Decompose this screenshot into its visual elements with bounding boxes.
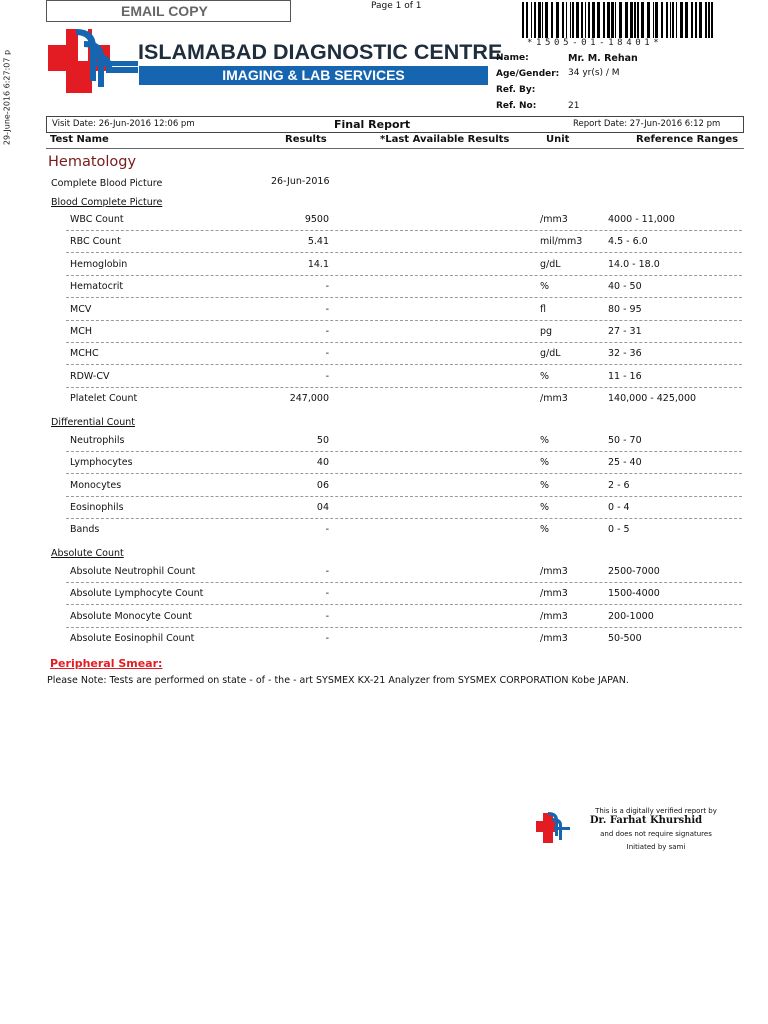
test-result: 04 xyxy=(316,502,329,513)
test-range: 1500-4000 xyxy=(608,588,660,599)
test-name: MCHC xyxy=(70,348,99,359)
barcode xyxy=(522,2,714,38)
test-range: 27 - 31 xyxy=(608,326,642,337)
test-unit: /mm3 xyxy=(540,566,568,577)
group-title: Blood Complete Picture xyxy=(51,197,163,208)
test-name: Absolute Eosinophil Count xyxy=(70,633,195,644)
test-result: - xyxy=(325,588,329,599)
refno-label: Ref. No: xyxy=(496,101,537,111)
test-result: 5.41 xyxy=(307,236,329,247)
test-name: MCV xyxy=(70,304,92,315)
test-unit: % xyxy=(540,524,550,535)
row-separator xyxy=(66,518,742,519)
test-result: 40 xyxy=(316,457,329,468)
test-unit: pg xyxy=(540,326,553,337)
test-range: 4000 - 11,000 xyxy=(608,214,675,225)
test-unit: /mm3 xyxy=(540,611,568,622)
report-title: Final Report xyxy=(334,118,411,131)
test-range: 14.0 - 18.0 xyxy=(608,259,660,270)
panel-label: Complete Blood Picture xyxy=(51,178,163,189)
test-name: Eosinophils xyxy=(70,502,124,513)
test-result: 50 xyxy=(316,435,329,446)
test-unit: % xyxy=(540,457,550,468)
patient-refno: 21 xyxy=(568,101,580,111)
col-last-results: *Last Available Results xyxy=(380,134,510,145)
test-range: 0 - 4 xyxy=(608,502,630,513)
barcode-number: *1505-01-18401* xyxy=(527,38,663,48)
test-result: - xyxy=(325,326,329,337)
test-range: 25 - 40 xyxy=(608,457,642,468)
patient-age: 34 yr(s) / M xyxy=(568,68,620,78)
test-name: Neutrophils xyxy=(70,435,125,446)
row-separator xyxy=(66,230,742,231)
test-result: - xyxy=(325,611,329,622)
test-range: 50 - 70 xyxy=(608,435,642,446)
row-separator xyxy=(66,252,742,253)
test-name: Hemoglobin xyxy=(70,259,128,270)
test-result: 9500 xyxy=(304,214,329,225)
report-date: Report Date: 27-Jun-2016 6:12 pm xyxy=(573,119,721,129)
test-name: Bands xyxy=(70,524,100,535)
test-name: Absolute Lymphocyte Count xyxy=(70,588,204,599)
panel-date: 26-Jun-2016 xyxy=(271,176,330,187)
patient-name: Mr. M. Rehan xyxy=(568,53,638,64)
email-copy-label: EMAIL COPY xyxy=(46,0,291,22)
row-separator xyxy=(66,342,742,343)
analyzer-note: Please Note: Tests are performed on state - of - the - art SYSMEX KX-21 Analyzer from SYSMEX CORPORATION Kobe JAPAN. xyxy=(47,675,629,686)
test-unit: /mm3 xyxy=(540,393,568,404)
test-result: 247,000 xyxy=(289,393,329,404)
test-unit: % xyxy=(540,281,550,292)
test-unit: g/dL xyxy=(540,259,561,270)
logo-cross-icon xyxy=(48,27,140,95)
header-rule xyxy=(46,148,744,149)
test-unit: /mm3 xyxy=(540,214,568,225)
test-range: 2 - 6 xyxy=(608,480,630,491)
signature-logo-icon xyxy=(536,810,570,844)
print-timestamp: 29-June-2016 6:27:07 p xyxy=(2,49,12,146)
verified-text: This is a digitally verified report by xyxy=(595,807,717,815)
visit-date: Visit Date: 26-Jun-2016 12:06 pm xyxy=(52,119,195,129)
test-result: - xyxy=(325,348,329,359)
test-result: - xyxy=(325,633,329,644)
row-separator xyxy=(66,364,742,365)
col-test-name: Test Name xyxy=(50,134,109,145)
test-range: 4.5 - 6.0 xyxy=(608,236,648,247)
test-unit: fl xyxy=(540,304,546,315)
row-separator xyxy=(66,297,742,298)
test-name: Hematocrit xyxy=(70,281,124,292)
test-name: MCH xyxy=(70,326,92,337)
no-signature-text: and does not require signatures xyxy=(600,830,712,838)
refby-label: Ref. By: xyxy=(496,85,536,95)
test-name: Monocytes xyxy=(70,480,122,491)
col-unit: Unit xyxy=(546,134,570,145)
page-number: Page 1 of 1 xyxy=(371,1,422,11)
test-result: 14.1 xyxy=(307,259,329,270)
test-range: 2500-7000 xyxy=(608,566,660,577)
doctor-name: Dr. Farhat Khurshid xyxy=(589,815,703,826)
test-result: - xyxy=(325,566,329,577)
test-unit: % xyxy=(540,502,550,513)
test-range: 32 - 36 xyxy=(608,348,642,359)
test-name: Absolute Neutrophil Count xyxy=(70,566,196,577)
test-result: - xyxy=(325,304,329,315)
row-separator xyxy=(66,496,742,497)
initiated-by: Initiated by sami xyxy=(626,843,686,851)
test-name: Lymphocytes xyxy=(70,457,133,468)
test-range: 11 - 16 xyxy=(608,371,642,382)
brand-tagline: IMAGING & LAB SERVICES xyxy=(139,66,488,85)
row-separator xyxy=(66,627,742,628)
name-label: Name: xyxy=(496,53,529,63)
row-separator xyxy=(66,473,742,474)
test-result: - xyxy=(325,281,329,292)
row-separator xyxy=(66,275,742,276)
test-name: Platelet Count xyxy=(70,393,138,404)
row-separator xyxy=(66,387,742,388)
col-results: Results xyxy=(285,134,327,145)
test-range: 50-500 xyxy=(608,633,642,644)
test-range: 80 - 95 xyxy=(608,304,642,315)
row-separator xyxy=(66,451,742,452)
test-unit: % xyxy=(540,480,550,491)
test-result: - xyxy=(325,371,329,382)
test-unit: g/dL xyxy=(540,348,561,359)
col-reference: Reference Ranges xyxy=(636,134,739,145)
group-title: Absolute Count xyxy=(51,548,124,559)
row-separator xyxy=(66,604,742,605)
test-range: 200-1000 xyxy=(608,611,654,622)
test-unit: mil/mm3 xyxy=(540,236,583,247)
test-name: WBC Count xyxy=(70,214,124,225)
test-name: RBC Count xyxy=(70,236,121,247)
row-separator xyxy=(66,582,742,583)
test-unit: /mm3 xyxy=(540,633,568,644)
brand-name: ISLAMABAD DIAGNOSTIC CENTRE xyxy=(138,40,503,64)
test-result: - xyxy=(325,524,329,535)
test-name: RDW-CV xyxy=(70,371,110,382)
row-separator xyxy=(66,320,742,321)
peripheral-smear-label: Peripheral Smear: xyxy=(50,657,163,670)
group-title: Differential Count xyxy=(51,417,135,428)
test-range: 40 - 50 xyxy=(608,281,642,292)
test-unit: /mm3 xyxy=(540,588,568,599)
section-title: Hematology xyxy=(48,154,137,170)
test-unit: % xyxy=(540,371,550,382)
test-result: 06 xyxy=(316,480,329,491)
age-label: Age/Gender: xyxy=(496,69,560,79)
test-unit: % xyxy=(540,435,550,446)
test-range: 140,000 - 425,000 xyxy=(608,393,697,404)
test-range: 0 - 5 xyxy=(608,524,630,535)
test-name: Absolute Monocyte Count xyxy=(70,611,193,622)
